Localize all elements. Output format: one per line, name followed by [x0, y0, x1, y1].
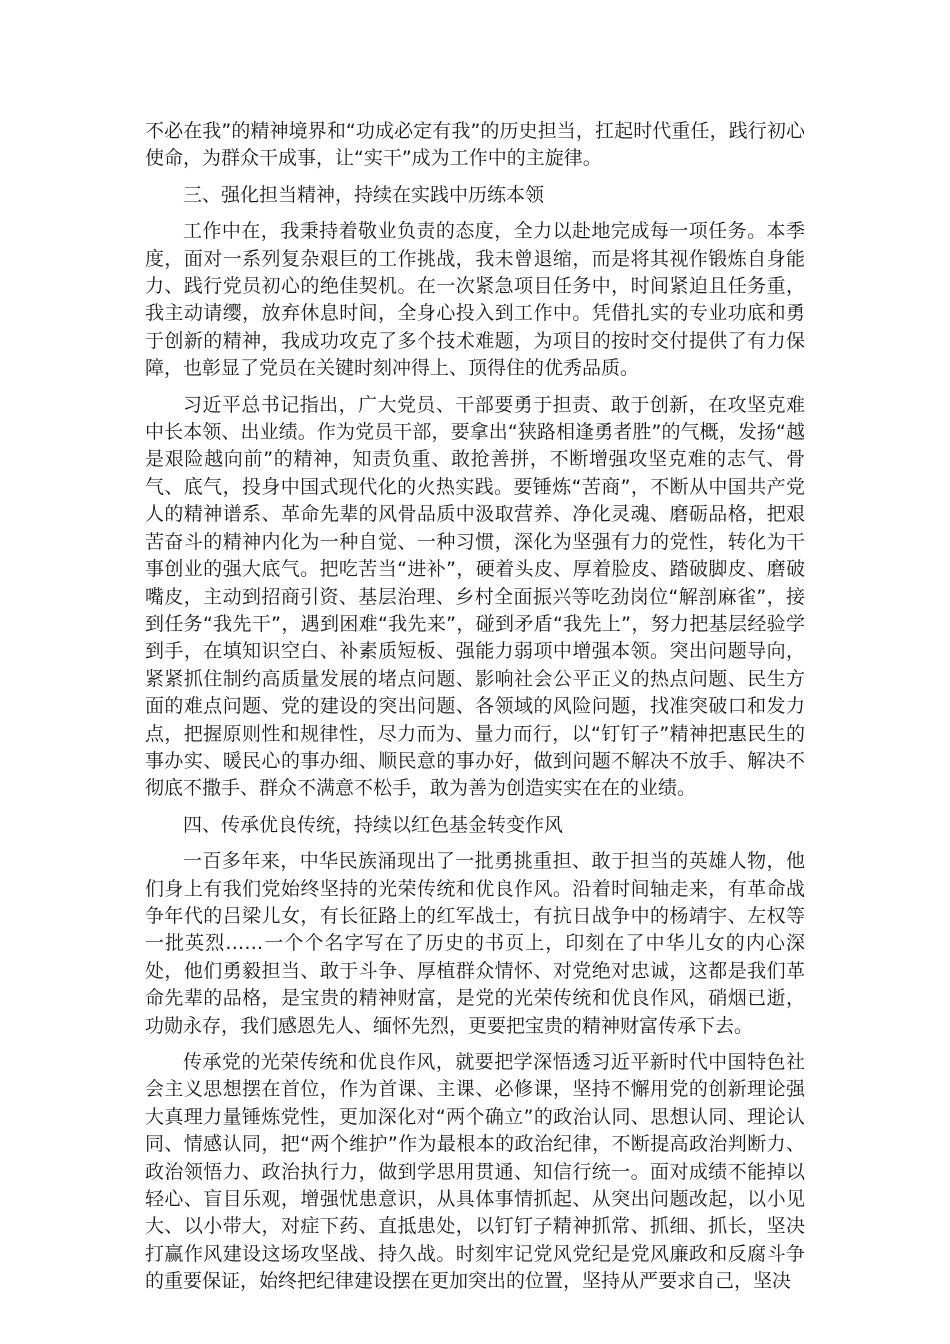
paragraph-xi-instruction: 习近平总书记指出，广大党员、干部要勇于担责、敢于创新，在攻坚克难中长本领、出业绩。作为党员干部，要拿出“狭路相逢勇者胜”的气概，发扬“越是艰险越向前”的精神，知责负重、敢抢善拼，不断增强攻坚克难的志气、骨气、底气，投身中国式现代化的火热实践。要锤炼“苦商”，不断从中国共产党人的精神谱系、革命先辈的风骨品质中汲取营养、净化灵魂、磨砺品格，把艰苦奋斗的精神内化为一种自觉、一种习惯，深化为坚强有力的党性，转化为干事创业的强大底气。把吃苦当“进补”，硬着头皮、厚着脸皮、踏破脚皮、磨破嘴皮，主动到招商引资、基层治理、乡村全面振兴等吃劲岗位“解剖麻雀”，接到任务“我先干”，遇到困难“我先来”，碰到矛盾“我先上”，努力把基层经验学到手，在填知识空白、补素质短板、强能力弱项中增强本领。突出问题导向，紧紧抓住制约高质量发展的堵点问题、影响社会公平正义的热点问题、民生方面的难点问题、党的建设的突出问题、各领域的风险问题，找准突破口和发力点，把握原则性和规律性，尽力而为、量力而行，以“钉钉子”精神把惠民生的事办实、暖民心的事办细、顺民意的事办好，做到问题不解决不放手、解决不彻底不撒手、群众不满意不松手，敢为善为创造实实在在的业绩。 — [145, 393, 805, 800]
section-heading-three: 三、强化担当精神，持续在实践中历练本领 — [183, 183, 545, 206]
paragraph-continuation: 不必在我”的精神境界和“功成必定有我”的历史担当，扛起时代重任，践行初心使命，为群众干成事，让“实干”成为工作中的主旋律。 — [145, 120, 805, 170]
paragraph-heroes-history: 一百多年来，中华民族涌现出了一批勇挑重担、敢于担当的英雄人物，他们身上有我们党始终坚持的光荣传统和优良作风。沿着时间轴走来，有革命战争年代的吕梁儿女，有长征路上的红军战士，有抗日战争中的杨靖宇、左权等一批英烈……一个个名字写在了历史的书页上，印刻在了中华儿女的内心深处，他们勇毅担当、敢于斗争、厚植群众情怀、对党绝对忠诚，这都是我们革命先辈的品格，是宝贵的精神财富，是党的光荣传统和优良作风，硝烟已逝，功勋永存，我们感恩先人、缅怀先烈，更要把宝贵的精神财富传承下去。 — [145, 850, 805, 1037]
paragraph-work-responsibility: 工作中在，我秉持着敬业负责的态度，全力以赴地完成每一项任务。本季度，面对一系列复杂艰巨的工作挑战，我未曾退缩，而是将其视作锻炼自身能力、践行党员初心的绝佳契机。在一次紧急项目任务中，时间紧迫且任务重，我主动请缨，放弃休息时间，全身心投入到工作中。凭借扎实的专业功底和勇于创新的精神，我成功攻克了多个技术难题，为项目的按时交付提供了有力保障，也彰显了党员在关键时刻冲得上、顶得住的优秀品质。 — [145, 220, 805, 380]
section-heading-four: 四、传承优良传统，持续以红色基金转变作风 — [183, 813, 564, 836]
paragraph-inherit-tradition: 传承党的光荣传统和优良作风，就要把学深悟透习近平新时代中国特色社会主义思想摆在首位，作为首课、主课、必修课，坚持不懈用党的创新理论强大真理力量锤炼党性，更加深化对“两个确立”的政治认同、思想认同、理论认同、情感认同，把“两个维护”作为最根本的政治纪律，不断提高政治判断力、政治领悟力、政治执行力，做到学思用贯通、知信行统一。面对成绩不能掉以轻心、盲目乐观，增强忧患意识，从具体事情抓起、从突出问题改起，以小见大、以小带大，对症下药、直抵患处，以钉钉子精神抓常、抓细、抓长，坚决打赢作风建设这场攻坚战、持久战。时刻牢记党风党纪是党风廉政和反腐斗争的重要保证，始终把纪律建设摆在更加突出的位置，坚持从严要求自己，坚决 — [145, 1051, 805, 1293]
document-page — [145, 118, 805, 1305]
